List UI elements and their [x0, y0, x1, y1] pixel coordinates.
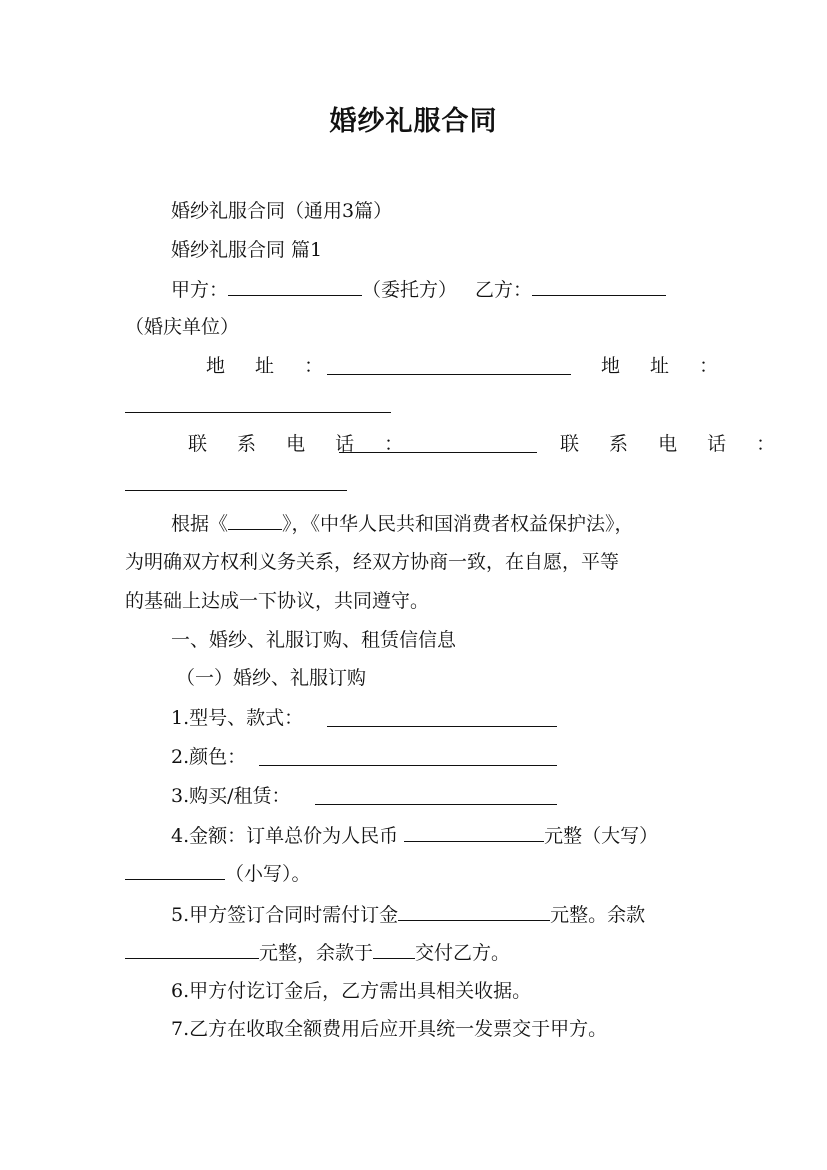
item-amount-cont: （小写）。 [125, 860, 311, 887]
part-heading: 婚纱礼服合同 篇1 [171, 239, 323, 261]
address-a-blank[interactable] [327, 374, 571, 375]
party-a-label: 甲方： [171, 279, 229, 301]
phone-b-blank[interactable] [125, 490, 347, 491]
amount-uppercase-blank[interactable] [404, 822, 544, 842]
basis-line-2: 为明确双方权利义务关系，经双方协商一致，在自愿，平等 [125, 551, 620, 573]
balance-blank[interactable] [125, 939, 259, 959]
item-purchase-rent: 3.购买/租赁： [171, 785, 291, 807]
balance-date-blank[interactable] [373, 939, 415, 959]
address-label-a: 地 址 ： [206, 355, 336, 377]
item-amount: 4.金额：订单总价为人民币 元整（大写） [171, 822, 658, 849]
law-name-blank[interactable] [228, 510, 282, 530]
deposit-blank[interactable] [398, 901, 550, 921]
subsection-heading: （一）婚纱、礼服订购 [176, 667, 367, 689]
party-a-role: （委托方） [362, 279, 458, 301]
item-deposit: 5.甲方签订合同时需付订金 元整。余款 [171, 901, 645, 928]
address-label-b: 地 址 ： [601, 355, 731, 377]
party-b-blank[interactable] [532, 276, 666, 296]
model-blank[interactable] [327, 726, 557, 727]
document-subtitle: 婚纱礼服合同（通用3篇） [171, 200, 393, 222]
phone-label-b: 联 系 电 话 ： [560, 433, 788, 455]
basis-line-1: 根据《 》，《中华人民共和国消费者权益保护法》， [171, 510, 634, 537]
amount-lowercase-blank[interactable] [125, 860, 225, 880]
color-blank[interactable] [259, 765, 557, 766]
phone-a-blank[interactable] [339, 452, 537, 453]
party-line [171, 276, 666, 303]
basis-line-3: 的基础上达成一下协议，共同遵守。 [125, 590, 430, 612]
item-deposit-cont: 元整，余款于 交付乙方。 [125, 939, 510, 966]
item-model: 1.型号、款式： [171, 707, 304, 729]
item-invoice: 7.乙方在收取全额费用后应开具统一发票交于甲方。 [171, 1018, 608, 1040]
item-receipt: 6.甲方付讫订金后，乙方需出具相关收据。 [171, 980, 532, 1002]
section-heading: 一、婚纱、礼服订购、租赁信信息 [171, 629, 457, 651]
item-color: 2.颜色： [171, 746, 247, 768]
phone-label-a: 联 系 电 话 ： [188, 433, 416, 455]
party-a-blank[interactable] [228, 276, 362, 296]
address-b-blank[interactable] [125, 412, 391, 413]
party-b-label: 乙方： [475, 279, 533, 301]
document-title: 婚纱礼服合同 [329, 106, 498, 137]
purchase-rent-blank[interactable] [315, 804, 557, 805]
party-b-role: （婚庆单位） [125, 316, 240, 338]
